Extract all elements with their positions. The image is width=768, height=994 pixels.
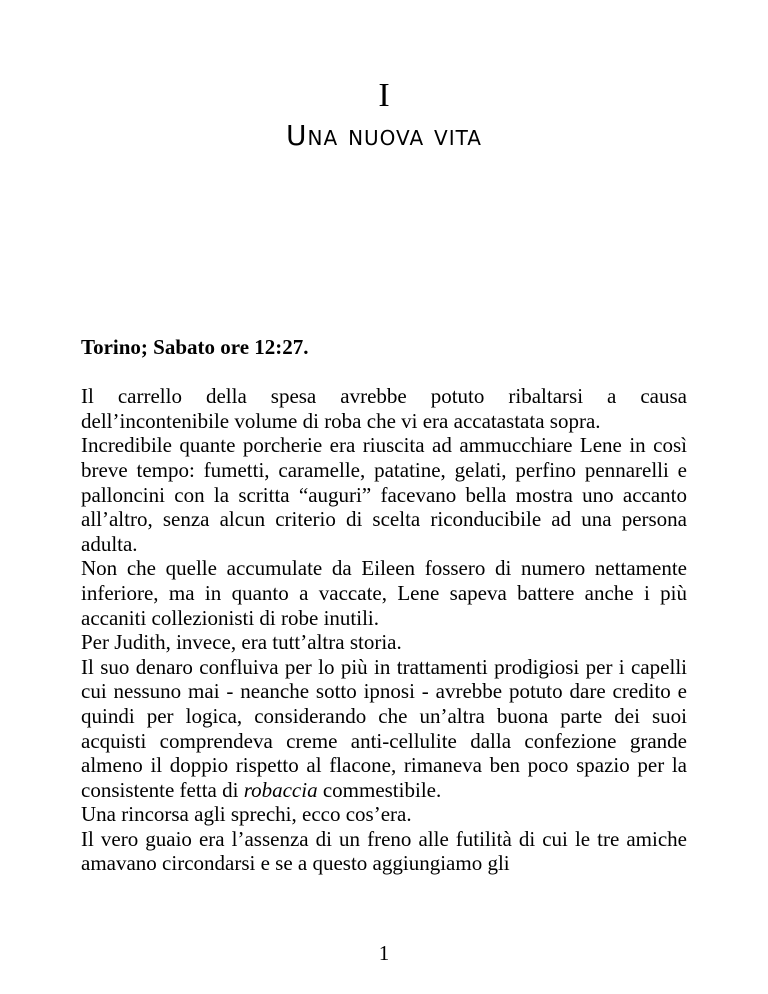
- paragraph: Incredibile quante porcherie era riuscita ad ammucchiare Lene in così breve tempo: fumetti, caramelle, patatine, gelati, perfino pennarelli e palloncini con la scritta “auguri” facevano bella mostra uno accanto all’altro, senza alcun criterio di scelta riconducibile ad una persona adulta.: [81, 433, 687, 556]
- paragraph-text: commestibile.: [317, 777, 442, 802]
- paragraph: Una rincorsa agli sprechi, ecco cos’era.: [81, 802, 412, 827]
- paragraph-text: Il suo denaro confluiva per lo più in trattamenti prodigiosi per i capelli cui nessuno mai - neanche sotto ipnosi - avrebbe potuto dare credito e quindi per logica, considerando che un’altra buona parte dei suoi acquisti comprendeva creme anti-cellulite dalla confezione grande almeno il doppio rispetto al flacone, rimaneva ben poco spazio per la consistente fetta di: [81, 654, 687, 802]
- chapter-title: Una nuova vita: [286, 119, 482, 152]
- paragraph: Il vero guaio era l’assenza di un freno alle futilità di cui le tre amiche amavano circondarsi e se a questo aggiungiamo gli: [81, 826, 687, 876]
- body-text: [81, 335, 687, 876]
- section-heading: Torino; Sabato ore 12:27.: [81, 335, 309, 359]
- paragraph: [81, 655, 687, 803]
- chapter-number: I: [378, 77, 390, 114]
- emphasized-word: robaccia: [243, 777, 318, 802]
- paragraph: Il carrello della spesa avrebbe potuto ribaltarsi a causa dell’incontenibile volume di roba che vi era accatastata sopra.: [81, 384, 687, 433]
- paragraph: Per Judith, invece, era tutt’altra storia.: [81, 630, 402, 655]
- paragraph: Non che quelle accumulate da Eileen fossero di numero nettamente inferiore, ma in quanto a vaccate, Lene sapeva battere anche i più accaniti collezionisti di robe inutili.: [81, 556, 687, 630]
- page-number: 1: [378, 941, 390, 965]
